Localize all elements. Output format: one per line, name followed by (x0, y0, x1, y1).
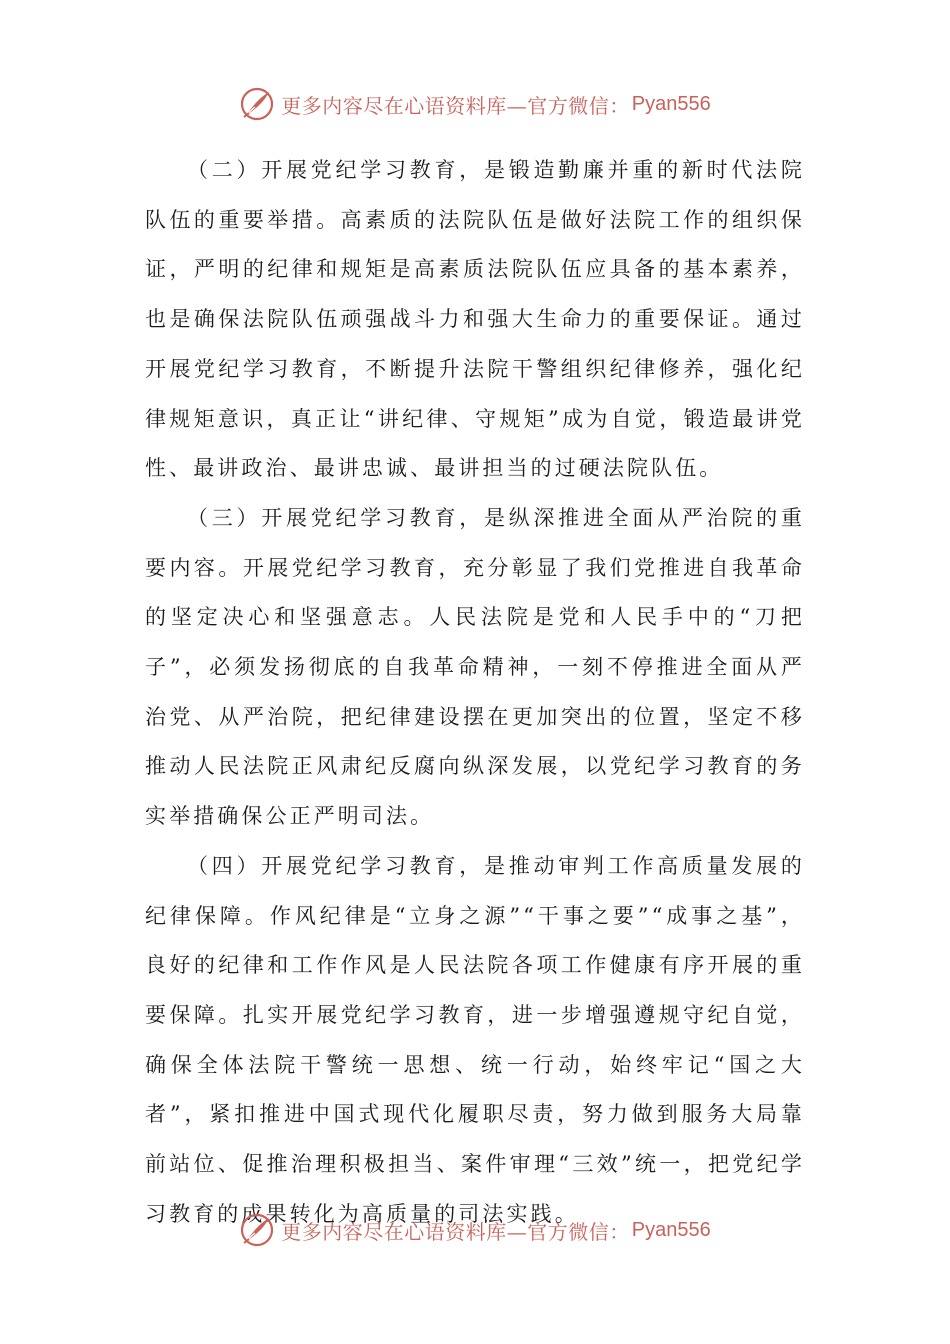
watermark-brand: Pyan556 (631, 92, 711, 115)
watermark-footer (0, 1210, 950, 1250)
watermark-text: 更多内容尽在心语资料库—官方微信： (281, 1219, 630, 1244)
watermark-brand: Pyan556 (631, 1218, 711, 1241)
quill-logo-icon (239, 1212, 275, 1248)
watermark-text: 更多内容尽在心语资料库—官方微信： (281, 93, 630, 118)
quill-logo-icon (239, 86, 275, 122)
paragraph-2: （二）开展党纪学习教育，是锻造勤廉并重的新时代法院队伍的重要举措。高素质的法院队伍是做好法院工作的组织保证，严明的纪律和规矩是高素质法院队伍应具备的基本素养，也是确保法院队伍顽强战斗力和强大生命力的重要保证。通过开展党纪学习教育，不断提升法院干警组织纪律修养，强化纪律规矩意识，真正让“讲纪律、守规矩”成为自觉，锻造最讲党性、最讲政治、最讲忠诚、最讲担当的过硬法院队伍。 (145, 158, 805, 481)
paragraph-4: （四）开展党纪学习教育，是推动审判工作高质量发展的纪律保障。作风纪律是“立身之源”“干事之要”“成事之基”，良好的纪律和工作作风是人民法院各项工作健康有序开展的重要保障。扎实开展党纪学习教育，进一步增强遵规守纪自觉，确保全体法院干警统一思想、统一行动，始终牢记“国之大者”，紧扣推进中国式现代化履职尽责，努力做到服务大局靠前站位、促推治理积极担当、案件审理“三效”统一，把党纪学习教育的成果转化为高质量的司法实践。 (145, 853, 805, 1226)
paragraph-3: （三）开展党纪学习教育，是纵深推进全面从严治院的重要内容。开展党纪学习教育，充分彰显了我们党推进自我革命的坚定决心和坚强意志。人民法院是党和人民手中的“刀把子”，必须发扬彻底的自我革命精神，一刻不停推进全面从严治党、从严治院，把纪律建设摆在更加突出的位置，坚定不移推动人民法院正风肃纪反腐向纵深发展，以党纪学习教育的务实举措确保公正严明司法。 (145, 505, 805, 829)
watermark-header (0, 84, 950, 124)
document-body (145, 146, 805, 1239)
